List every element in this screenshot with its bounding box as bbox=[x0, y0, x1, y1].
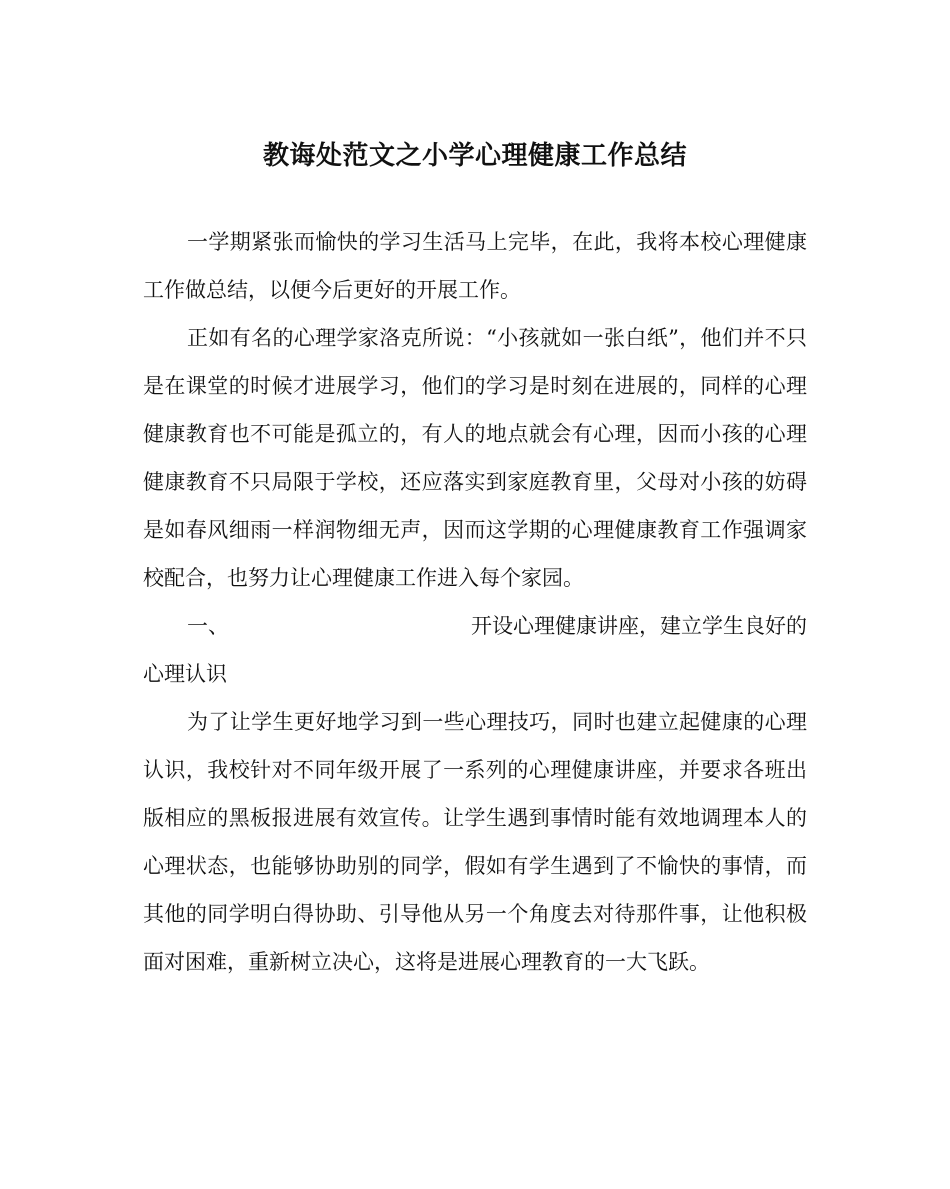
paragraph-section1: 为了让学生更好地学习到一些心理技巧，同时也建立起健康的心理认识，我校针对不同年级开展了一系列的心理健康讲座，并要求各班出版相应的黑板报进展有效宣传。让学生遇到事情时能有效地调理本人的心理状态，也能够协助别的同学，假如有学生遇到了不愉快的事情，而其他的同学明白得协助、引导他从另一个角度去对待那件事，让他积极面对困难，重新树立决心，这将是进展心理教育的一大飞跃。 bbox=[143, 710, 807, 974]
section-title-part1: 开设心理健康讲座，建立学生良好的 bbox=[471, 614, 807, 638]
document-body bbox=[143, 218, 807, 986]
paragraph-locke-quote: 正如有名的心理学家洛克所说：“小孩就如一张白纸”，他们并不只是在课堂的时候才进展学习，他们的学习是时刻在进展的，同样的心理健康教育也不可能是孤立的，有人的地点就会有心理，因而小孩的心理健康教育不只局限于学校，还应落实到家庭教育里，父母对小孩的妨碍是如春风细雨一样润物细无声，因而这学期的心理健康教育工作强调家校配合，也努力让心理健康工作进入每个家园。 bbox=[143, 326, 807, 590]
section-number: 一、 bbox=[187, 614, 229, 638]
document-title: 教诲处范文之小学心理健康工作总结 bbox=[262, 141, 687, 171]
section-heading-1 bbox=[143, 602, 807, 650]
paragraph-intro: 一学期紧张而愉快的学习生活马上完毕，在此，我将本校心理健康工作做总结，以便今后更好的开展工作。 bbox=[143, 230, 807, 302]
section-title-part2: 心理认识 bbox=[143, 662, 227, 686]
